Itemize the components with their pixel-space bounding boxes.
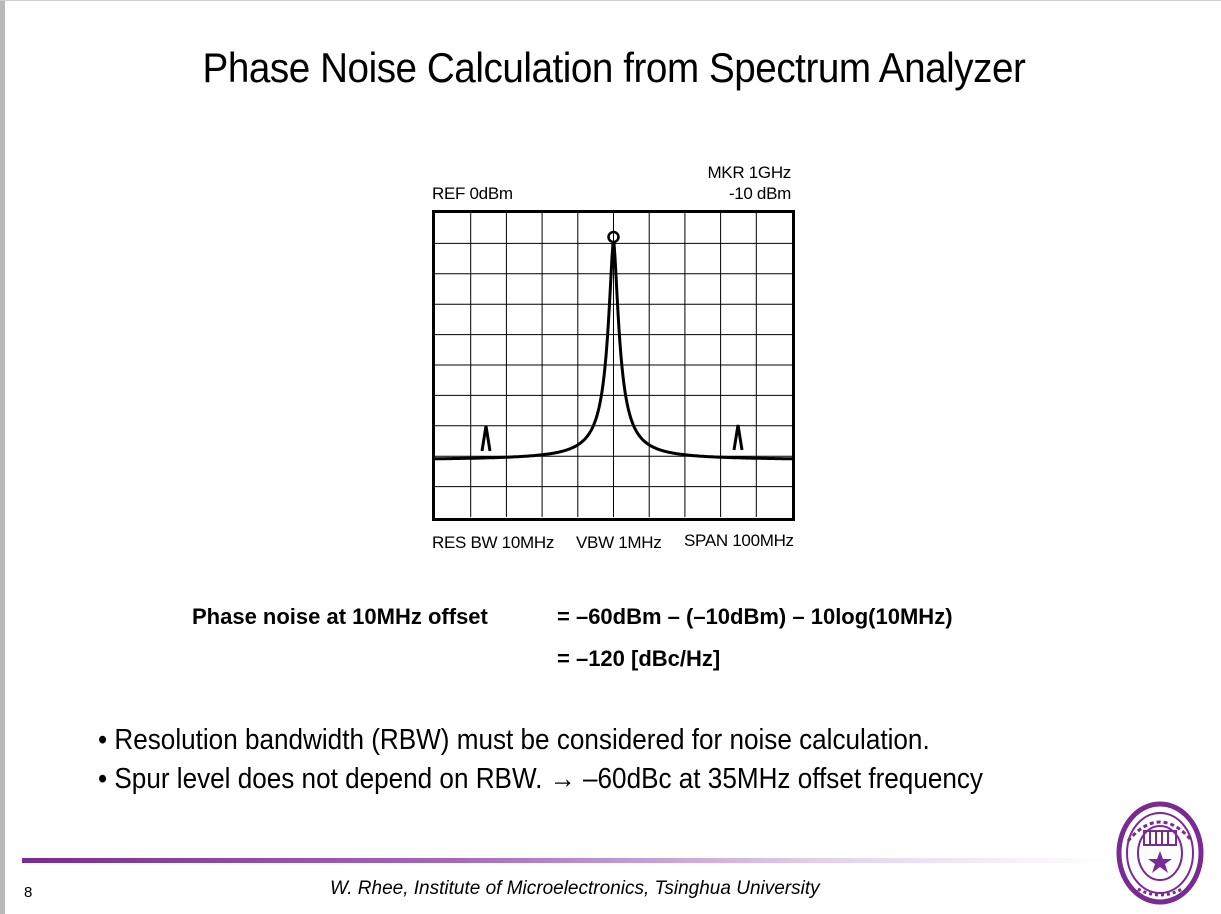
slide-title: Phase Noise Calculation from Spectrum Analyzer bbox=[202, 44, 1026, 91]
page-number: 8 bbox=[24, 884, 33, 901]
spectrum-analyzer-screen bbox=[432, 210, 796, 521]
footer-divider bbox=[22, 858, 1107, 863]
marker-level-label: -10 dBm bbox=[728, 184, 791, 203]
formula-label: Phase noise at 10MHz offset bbox=[192, 604, 488, 629]
slide-left-border bbox=[0, 0, 5, 914]
res-bw-label: RES BW 10MHz bbox=[432, 533, 555, 552]
vbw-label: VBW 1MHz bbox=[576, 533, 662, 552]
marker-frequency-label: MKR 1GHz bbox=[707, 163, 791, 182]
tsinghua-seal-icon bbox=[1116, 801, 1204, 905]
formula-line-2: = –120 [dBc/Hz] bbox=[557, 646, 721, 671]
ref-level-label: REF 0dBm bbox=[432, 184, 513, 203]
bullet-spur: • Spur level does not depend on RBW. → –60dBc at 35MHz offset frequency bbox=[98, 763, 983, 795]
span-label: SPAN 100MHz bbox=[684, 531, 794, 550]
bullet-rbw: • Resolution bandwidth (RBW) must be considered for noise calculation. bbox=[98, 724, 930, 756]
footer-credit: W. Rhee, Institute of Microelectronics, Tsinghua University bbox=[330, 878, 820, 899]
slide-top-border bbox=[0, 0, 1221, 1]
formula-line-1: = –60dBm – (–10dBm) – 10log(10MHz) bbox=[557, 604, 953, 629]
